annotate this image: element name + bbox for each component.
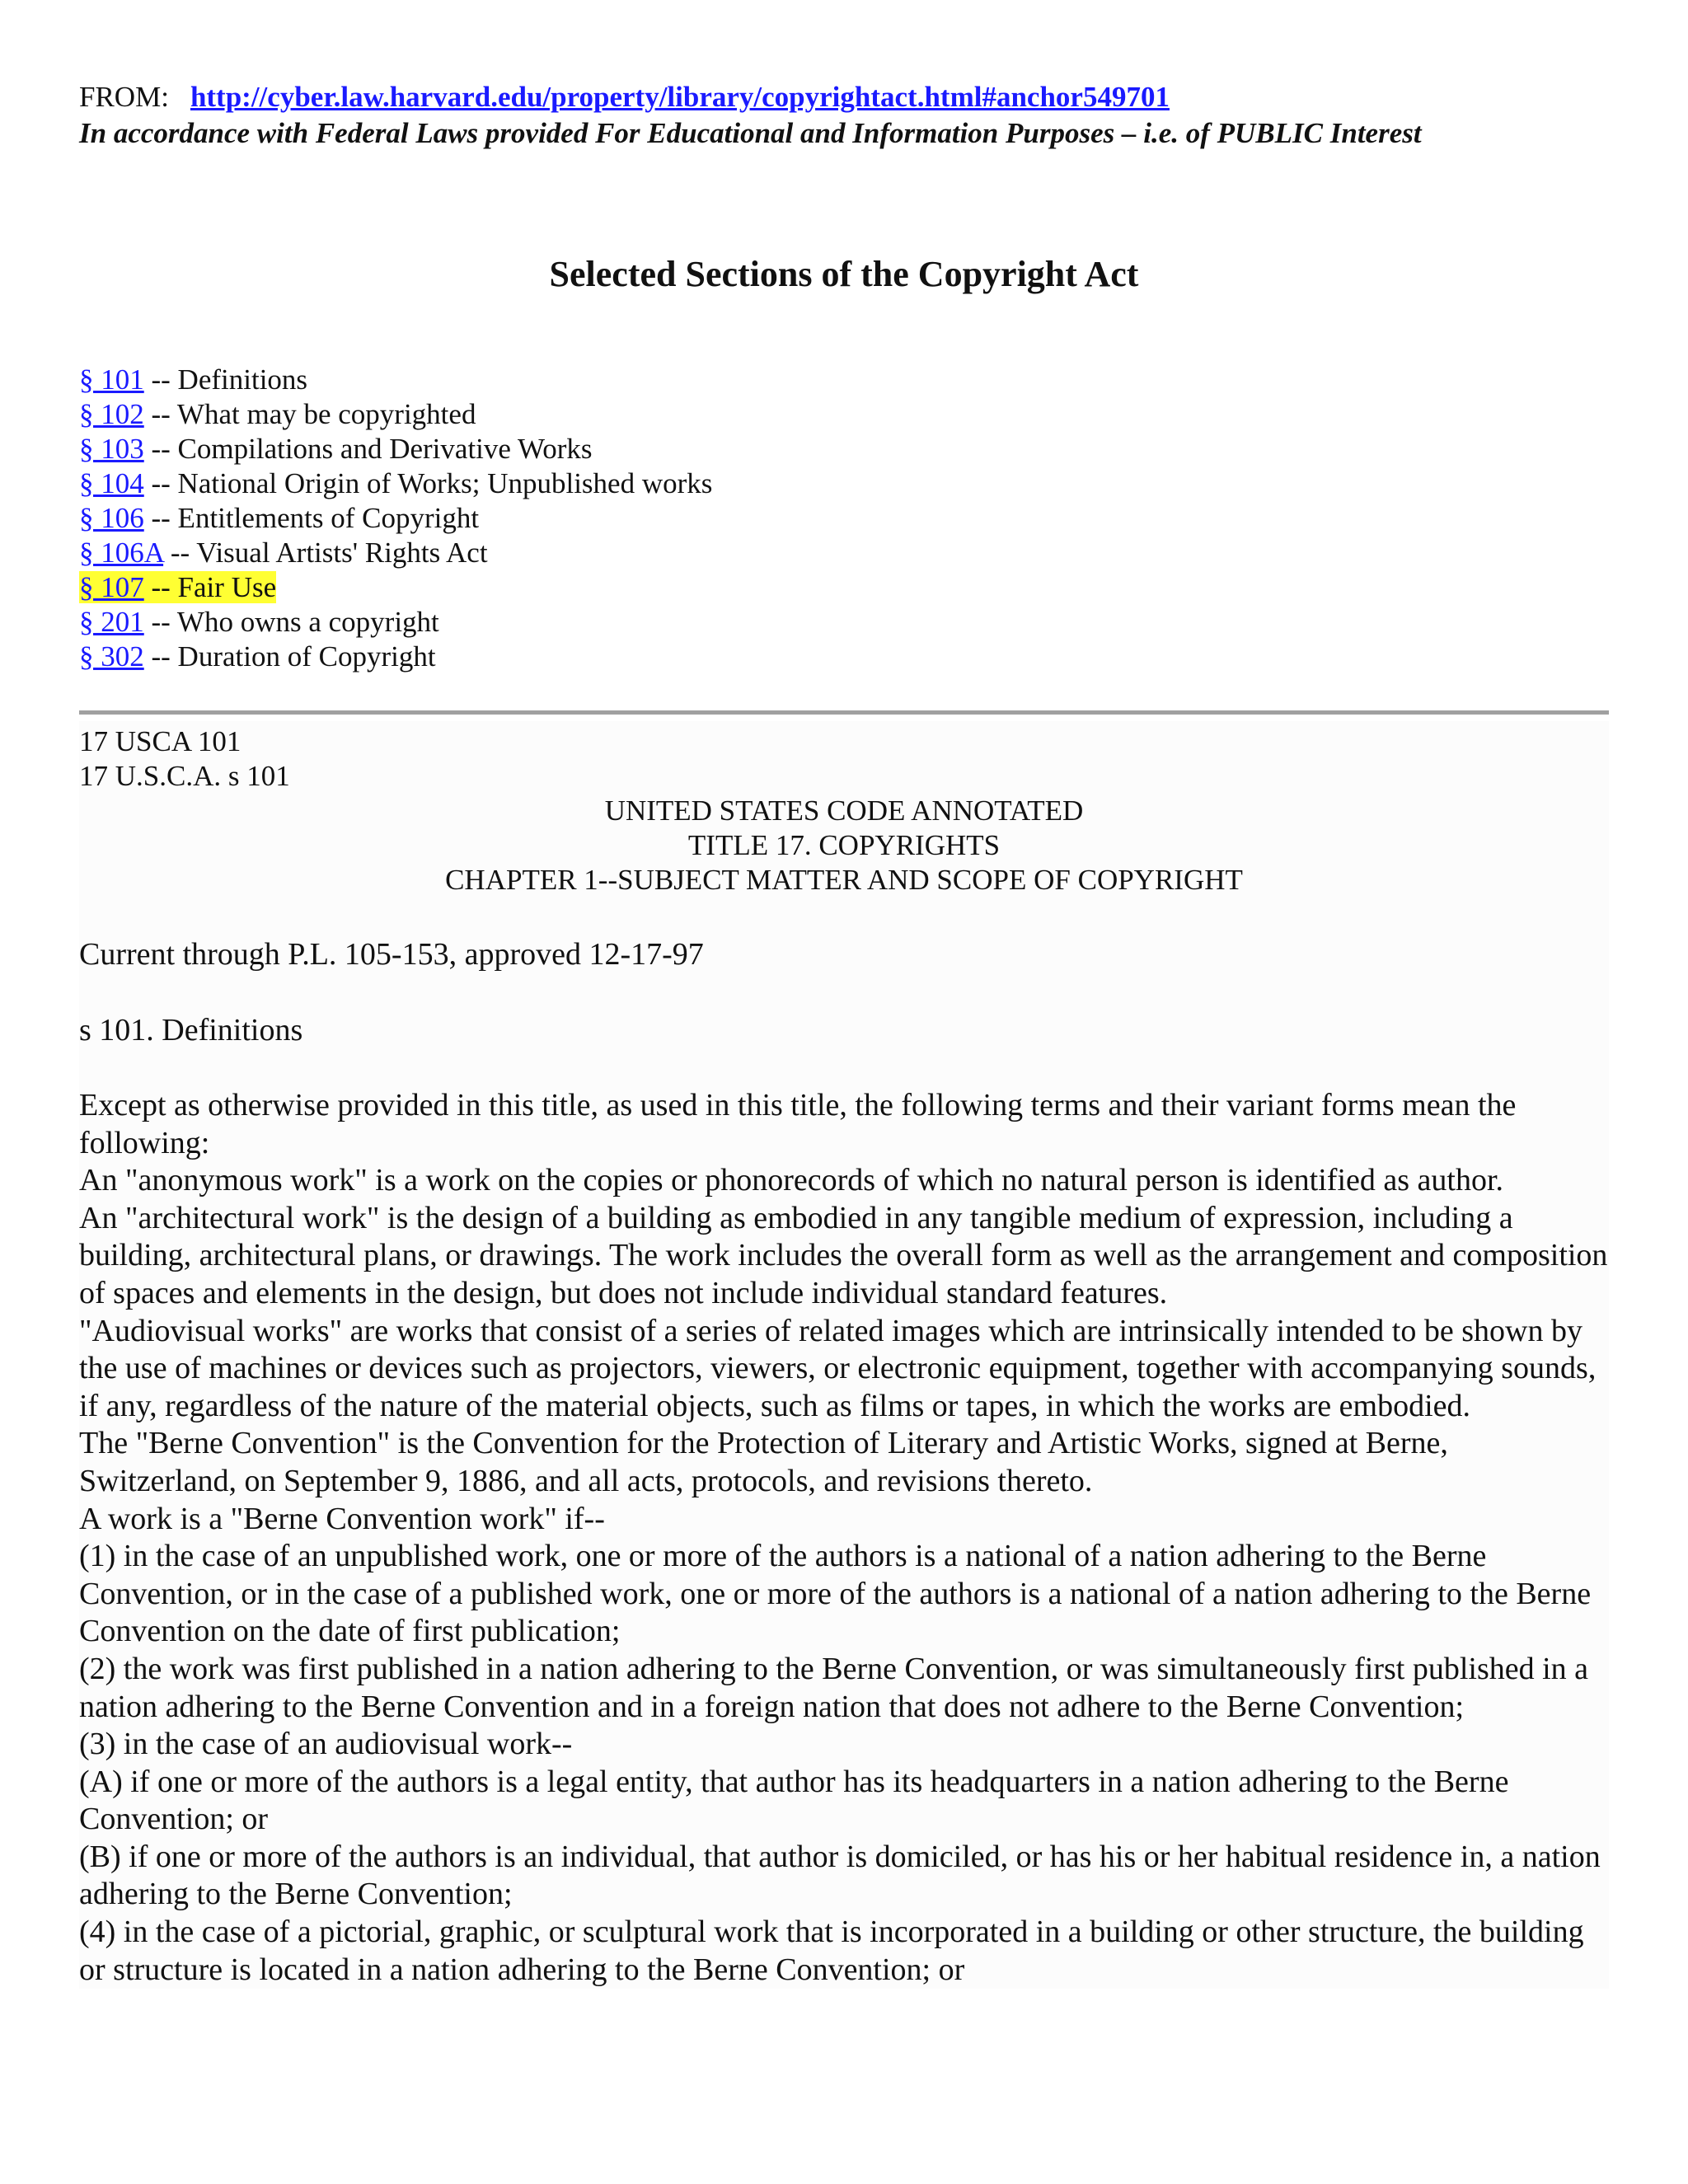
citation-2: 17 U.S.C.A. s 101 — [79, 760, 290, 792]
statute-text — [79, 721, 1609, 1989]
paragraph: An "anonymous work" is a work on the copies or phonorecords of which no natural person is identified as author. — [79, 1163, 1503, 1198]
table-of-contents — [79, 363, 1609, 674]
toc-link-102[interactable]: § 102 — [79, 398, 144, 430]
paragraph: (4) in the case of a pictorial, graphic, or sculptural work that is incorporated in a building or other structure, the building or structure is located in a nation adhering to the Berne Convention; or — [79, 1915, 1584, 1987]
source-link[interactable]: http://cyber.law.harvard.edu/property/library/copyrightact.html#anchor549701 — [190, 81, 1170, 113]
toc-item-103 — [79, 432, 1609, 466]
toc-text-302: -- Duration of Copyright — [143, 640, 436, 673]
citation-1: 17 USCA 101 — [79, 725, 241, 757]
title-heading: TITLE 17. COPYRIGHTS — [687, 829, 1001, 861]
toc-text-107: -- Fair Use — [143, 571, 277, 603]
page-title: Selected Sections of the Copyright Act — [549, 254, 1139, 294]
toc-item-104 — [79, 466, 1609, 501]
paragraph: A work is a "Berne Convention work" if-- — [79, 1501, 605, 1536]
from-label: FROM: — [79, 81, 169, 113]
toc-link-106a[interactable]: § 106A — [79, 537, 164, 569]
toc-text-104: -- National Origin of Works; Unpublished works — [143, 467, 713, 499]
toc-link-302[interactable]: § 302 — [79, 640, 144, 673]
paragraph: An "architectural work" is the design of a building as embodied in any tangible medium of expression, including a building, architectural plans, or drawings. The work includes the overall form as well as the arrangement and composition of spaces and elements in the design, but does not include individual standard features. — [79, 1200, 1608, 1310]
toc-link-107[interactable]: § 107 — [79, 571, 144, 603]
definitions-body — [79, 1087, 1609, 1989]
paragraph: "Audiovisual works" are works that consist of a series of related images which are intrinsically intended to be shown by the use of machines or devices such as projectors, viewers, or electronic equipment, together with accompanying sounds, if any, regardless of the nature of the material objects, such as films or tapes, in which the works are embodied. — [79, 1313, 1597, 1423]
horizontal-divider — [79, 710, 1609, 715]
toc-text-103: -- Compilations and Derivative Works — [143, 433, 593, 465]
toc-item-106a — [79, 536, 1609, 570]
code-heading: UNITED STATES CODE ANNOTATED — [604, 794, 1084, 827]
toc-text-106a: -- Visual Artists' Rights Act — [163, 537, 488, 569]
toc-link-104[interactable]: § 104 — [79, 467, 144, 499]
toc-item-201 — [79, 605, 1609, 640]
toc-item-302 — [79, 640, 1609, 674]
toc-link-103[interactable]: § 103 — [79, 433, 144, 465]
toc-link-101[interactable]: § 101 — [79, 363, 144, 396]
toc-link-201[interactable]: § 201 — [79, 606, 144, 638]
paragraph: (2) the work was first published in a nation adhering to the Berne Convention, or was simultaneously first published in a nation adhering to the Berne Convention and in a foreign nation that does not adhere to the Berne Convention; — [79, 1651, 1589, 1724]
paragraph: (B) if one or more of the authors is an individual, that author is domiciled, or has his or her habitual residence in, a nation adhering to the Berne Convention; — [79, 1839, 1601, 1912]
chapter-heading: CHAPTER 1--SUBJECT MATTER AND SCOPE OF COPYRIGHT — [445, 864, 1243, 896]
currency-note: Current through P.L. 105-153, approved 12-17-97 — [79, 937, 704, 972]
toc-text-102: -- What may be copyrighted — [143, 398, 476, 430]
paragraph: (A) if one or more of the authors is a legal entity, that author has its headquarters in a nation adhering to the Berne Convention; or — [79, 1764, 1509, 1837]
paragraph: The "Berne Convention" is the Convention for the Protection of Literary and Artistic Works, signed at Berne, Switzerland, on September 9, 1886, and all acts, protocols, and revisions thereto. — [79, 1426, 1448, 1498]
paragraph: (3) in the case of an audiovisual work-- — [79, 1727, 573, 1762]
toc-item-107 — [79, 570, 1609, 605]
toc-item-101 — [79, 363, 1609, 397]
toc-link-106[interactable]: § 106 — [79, 502, 144, 534]
toc-text-106: -- Entitlements of Copyright — [143, 502, 480, 534]
section-heading: s 101. Definitions — [79, 1013, 303, 1047]
toc-item-106 — [79, 501, 1609, 536]
educational-notice: In accordance with Federal Laws provided For Educational and Information Purposes – i.e. of PUBLIC Interest — [79, 117, 1422, 149]
paragraph: Except as otherwise provided in this title, as used in this title, the following terms and their variant forms mean the following: — [79, 1088, 1517, 1160]
paragraph: (1) in the case of an unpublished work, one or more of the authors is a national of a nation adhering to the Berne Convention, or in the case of a published work, one or more of the authors is a national of a nation adhering to the Berne Convention on the date of first publication; — [79, 1539, 1592, 1649]
toc-text-201: -- Who owns a copyright — [143, 606, 439, 638]
source-line — [79, 79, 1609, 115]
toc-item-102 — [79, 397, 1609, 432]
highlight-fair-use — [79, 571, 276, 603]
toc-text-101: -- Definitions — [143, 363, 308, 396]
